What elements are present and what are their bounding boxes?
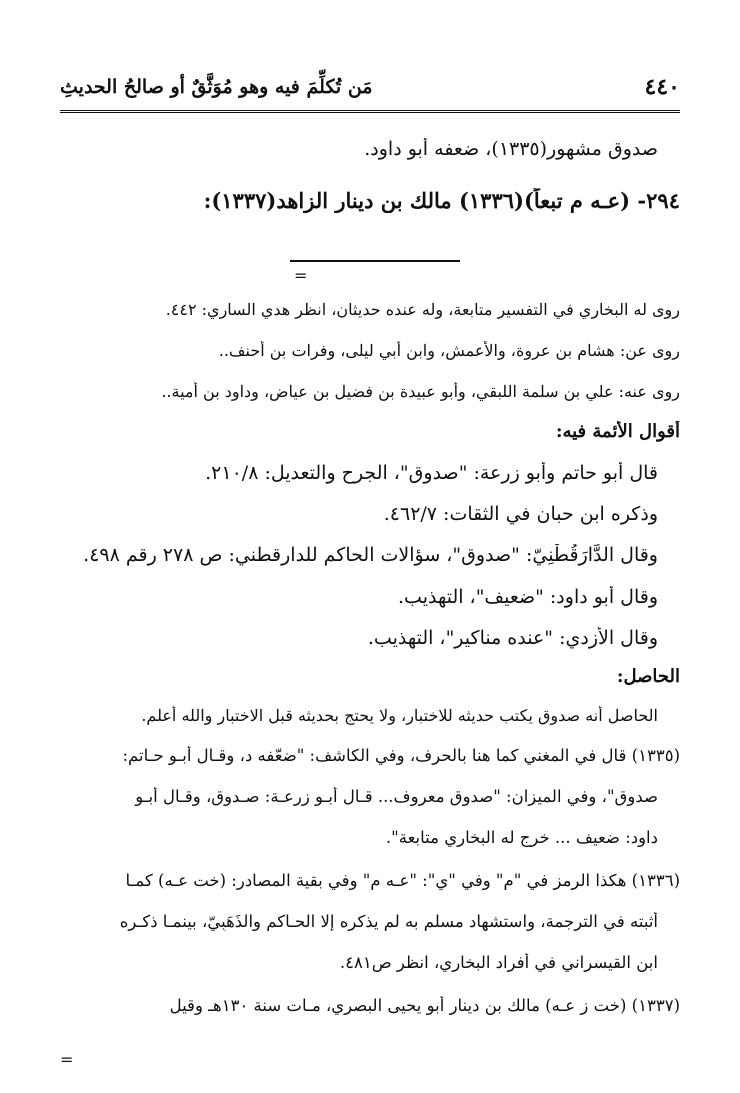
continuation-mark-bottom: = [60,1050,74,1069]
conclusion-text: الحاصل أنه صدوق يكتب حديثه للاختبار، ولا يحتج بحديثه قبل الاختبار والله أعلم. [141,706,658,725]
footnote-line: داود: ضعيف ... خرج له البخاري متابعة". [385,828,658,847]
entry-intro-line: صدوق مشهور(١٣٣٥)، ضعفه أبو داود. [364,138,658,160]
imam-saying: وقال أبو داود: "ضعيف"، التهذيب. [398,586,658,608]
footnote-line: ابن القيسراني في أفراد البخاري، انظر ص٤٨١. [339,953,658,972]
footnote-separator [290,260,460,262]
imam-saying: وذكره ابن حبان في الثقات: ٤٦٢/٧. [383,503,658,525]
note-line: روى عن: هشام بن عروة، والأعمش، وابن أبي ليلى، وفرات بن أحنف.. [218,341,680,360]
header-rule [60,110,680,113]
running-title: مَن تُكلِّمَ فيه وهو مُوَثَّقٌ أو صالحُ الحديثِ [60,76,373,98]
note-line: روى عنه: علي بن سلمة اللبقي، وأبو عبيدة بن فضيل بن عياض، وداود بن أمية.. [161,382,680,401]
footnote-line: صدوق"، وفي الميزان: "صدوق معروف... قـال أبـو زرعـة: صـدوق، وقـال أبـو [135,787,658,806]
note-line: روى له البخاري في التفسير متابعة، وله عنده حديثان، انظر هدي الساري: ٤٤٢. [165,300,680,319]
footnote-line: (١٣٣٥) قال في المغني كما هنا بالحرف، وفي الكاشف: "ضعّفه د، وقـال أبـو حـاتم: [122,746,680,765]
entry-heading: ٢٩٤- (عـه م تبعاً)(١٣٣٦) مالك بن دينار الزاهد(١٣٣٧): [203,188,680,213]
document-page [60,60,680,1069]
conclusion-title: الحاصل: [616,666,680,687]
imam-saying: وقال الأزدي: "عنده مناكير"، التهذيب. [367,627,658,649]
page-header [60,74,680,106]
imams-title: أقوال الأئمة فيه: [555,421,680,442]
continuation-mark-top: = [294,266,308,285]
imam-saying: قال أبو حاتم وأبو زرعة: "صدوق"، الجرح والتعديل: ٢١٠/٨. [205,462,658,484]
footnote-line: أثبته في الترجمة، واستشهاد مسلم به لم يذكره إلا الحـاكم والذَهَبِيّ، بينمـا ذكـره [119,912,658,931]
footnote-line: (١٣٣٦) هكذا الرمز في "م" وفي "ي": "عـه م" وفي بقية المصادر: (خت عـه) كمـا [125,871,680,890]
page-number: ٤٤٠ [644,74,680,100]
imam-saying: وقال الدَّارَقُطْنِيّ: "صدوق"، سؤالات الحاكم للدارقطني: ص ٢٧٨ رقم ٤٩٨. [83,544,658,566]
footnote-line: (١٣٣٧) (خت ز عـه) مالك بن دينار أبو يحيى البصري، مـات سنة ١٣٠هـ وقيل [169,996,680,1015]
